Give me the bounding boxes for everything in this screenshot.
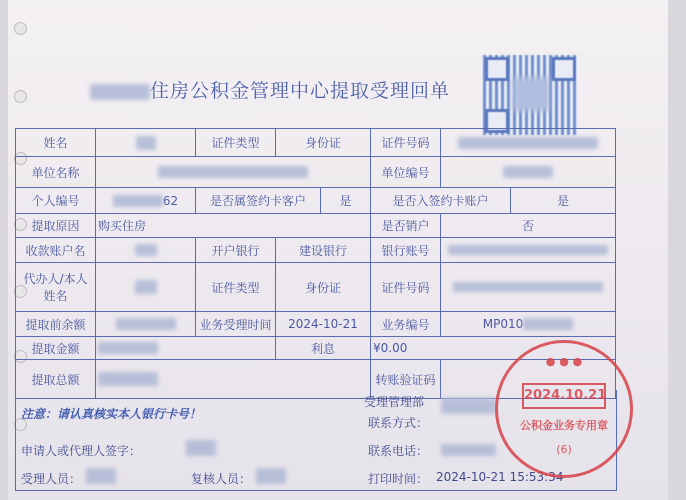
seal-date: 2024.10.21 bbox=[522, 383, 606, 409]
personal-id-suffix: 62 bbox=[162, 193, 179, 208]
label-employer-code: 单位编号 bbox=[371, 157, 441, 187]
value-reason: 购买住房 bbox=[96, 214, 371, 237]
label-phone: 联系电话： bbox=[368, 444, 429, 458]
table-row bbox=[16, 188, 616, 214]
label-name: 姓名 bbox=[16, 129, 96, 156]
notice-text: 注意：请认真核实本人银行卡号！ bbox=[21, 407, 202, 421]
redacted-value bbox=[441, 129, 616, 156]
label-signature: 申请人或代理人签字： bbox=[21, 444, 142, 458]
table-row bbox=[16, 214, 616, 238]
label-signed-card-account: 是否入签约卡账户 bbox=[371, 188, 511, 213]
label-personal-id: 个人编号 bbox=[16, 188, 96, 213]
value-close-account: 否 bbox=[441, 214, 616, 237]
label-employer: 单位名称 bbox=[16, 157, 96, 187]
table-row bbox=[16, 157, 616, 188]
redacted-value bbox=[96, 312, 196, 336]
seal-org-text: ● ● ● bbox=[545, 355, 583, 368]
seal-text: 公积金业务专用章 bbox=[520, 419, 608, 432]
redacted-value bbox=[441, 263, 616, 311]
label-id-number: 证件号码 bbox=[371, 129, 441, 156]
label-agent-id-number: 证件号码 bbox=[371, 263, 441, 311]
redacted-value bbox=[96, 263, 196, 311]
seal-number: (6) bbox=[556, 443, 572, 456]
punch-hole bbox=[14, 22, 27, 35]
table-row bbox=[16, 238, 616, 263]
redacted-value bbox=[441, 238, 616, 262]
label-signed-card-customer: 是否属签约卡客户 bbox=[196, 188, 321, 213]
value-business-no bbox=[441, 312, 616, 336]
label-agent-id-type: 证件类型 bbox=[196, 263, 276, 311]
redacted-value bbox=[96, 238, 196, 262]
label-accept-time: 业务受理时间 bbox=[196, 312, 276, 336]
business-no-prefix: MP010 bbox=[482, 317, 524, 331]
label-reason: 提取原因 bbox=[16, 214, 96, 237]
value-agent-id-type: 身份证 bbox=[276, 263, 371, 311]
value-interest: ¥0.00 bbox=[371, 337, 616, 359]
value-id-type: 身份证 bbox=[276, 129, 371, 156]
label-bank: 开户银行 bbox=[196, 238, 276, 262]
redacted-value bbox=[96, 157, 371, 187]
punch-hole bbox=[14, 90, 27, 103]
official-seal bbox=[495, 340, 633, 478]
label-payee-name: 收款账户名 bbox=[16, 238, 96, 262]
label-bank-account: 银行账号 bbox=[371, 238, 441, 262]
label-print-time: 打印时间： bbox=[368, 472, 429, 486]
redacted-value bbox=[96, 337, 276, 359]
label-agent-name: 代办人/本人姓名 bbox=[16, 263, 96, 311]
redacted-text bbox=[90, 84, 150, 100]
label-withdraw-amount: 提取金额 bbox=[16, 337, 96, 359]
table-row bbox=[16, 263, 616, 312]
redacted-value bbox=[96, 129, 196, 156]
value-signed-card-customer: 是 bbox=[321, 188, 371, 213]
title-text: 住房公积金管理中心提取受理回单 bbox=[150, 80, 451, 102]
label-interest: 利息 bbox=[276, 337, 371, 359]
value-accept-time: 2024-10-21 bbox=[276, 312, 371, 336]
label-close-account: 是否销户 bbox=[371, 214, 441, 237]
document-title bbox=[90, 76, 450, 103]
label-handler: 受理人员： bbox=[21, 472, 82, 486]
table-row bbox=[16, 312, 616, 337]
label-total-withdraw: 提取总额 bbox=[16, 360, 96, 398]
value-personal-id bbox=[96, 188, 196, 213]
table-row bbox=[16, 129, 616, 157]
value-signed-card-account: 是 bbox=[511, 188, 616, 213]
label-business-no: 业务编号 bbox=[371, 312, 441, 336]
label-id-type: 证件类型 bbox=[196, 129, 276, 156]
label-contact: 联系方式： bbox=[368, 416, 429, 430]
label-department: 受理管理部 bbox=[364, 395, 425, 409]
qr-code bbox=[483, 55, 578, 135]
redacted-value bbox=[441, 157, 616, 187]
value-bank: 建设银行 bbox=[276, 238, 371, 262]
label-reviewer: 复核人员： bbox=[191, 472, 252, 486]
label-transfer-code: 转账验证码 bbox=[371, 360, 441, 398]
value-print-time: 2024-10-21 15:53:34 bbox=[436, 470, 564, 484]
label-balance-before: 提取前余额 bbox=[16, 312, 96, 336]
